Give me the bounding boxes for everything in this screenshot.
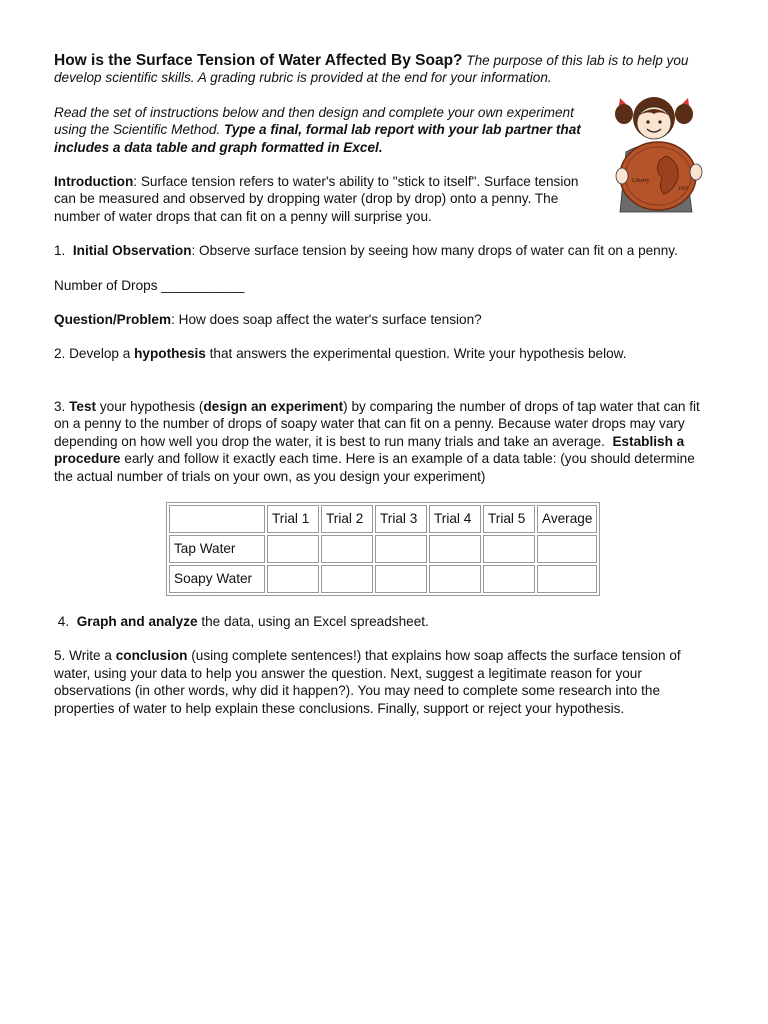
step5-post: (using complete sentences!) that explains how soap affects the surface tension of water, using your data to help you answer the question. Next, suggest a legitimate reason for your observations (in other words, why did it happen?). You may need to complete some research into the properties of water to help explain these conclusions. Finally, support or reject your hypothesis. — [54, 648, 681, 716]
table-cell — [537, 565, 597, 593]
table-cell — [537, 535, 597, 563]
table-cell — [267, 535, 319, 563]
pigtail-left — [615, 104, 633, 124]
step3-paragraph — [54, 398, 714, 485]
table-cell — [483, 565, 535, 593]
table-cell — [267, 565, 319, 593]
data-table-wrapper — [166, 502, 714, 596]
step2-paragraph — [54, 345, 714, 362]
table-header-cell: Trial 2 — [321, 505, 373, 533]
instructions-italic: Read the set of instructions below and then design and complete your own experiment using the Scientific Method. — [54, 104, 574, 138]
table-cell — [321, 565, 373, 593]
question-label: Question/Problem — [54, 312, 172, 328]
step1-label: Initial Observation — [72, 243, 192, 259]
step3-b3: Establish a procedure — [54, 433, 685, 467]
step1-text: : Observe surface tension by seeing how many drops of water can fit on a penny. — [191, 243, 678, 259]
step3-b2: design an experiment — [203, 398, 344, 414]
question-text: : How does soap affect the water's surface tension? — [171, 312, 482, 328]
step1-paragraph — [54, 242, 714, 259]
table-row — [169, 535, 597, 563]
eye-right — [658, 120, 661, 123]
step3-pre: 3. — [54, 398, 66, 414]
table-row — [169, 565, 597, 593]
step5-bold: conclusion — [115, 648, 188, 664]
table-header-cell: Average — [537, 505, 597, 533]
step4-bold: Graph and analyze — [76, 613, 198, 629]
table-cell — [375, 535, 427, 563]
hand-left — [616, 168, 628, 184]
instructions-paragraph — [54, 104, 594, 156]
penny-year-text: 1999 — [678, 187, 688, 192]
introduction-paragraph — [54, 173, 594, 225]
penny — [620, 142, 696, 210]
row-label: Tap Water — [169, 535, 265, 563]
table-header-cell — [169, 505, 265, 533]
penny-liberty-text: Liberty — [632, 178, 650, 184]
title-paragraph — [54, 52, 714, 87]
number-of-drops: Number of Drops ___________ — [54, 277, 245, 293]
pigtail-right — [675, 104, 693, 124]
step4-pre: 4. — [57, 613, 70, 629]
table-header-cell: Trial 1 — [267, 505, 319, 533]
row-label: Soapy Water — [169, 565, 265, 593]
step2-bold: hypothesis — [134, 346, 206, 362]
step3-t2: ) by comparing the number of drops of tap water that can fit on a penny to the number of drops of soapy water that can fit on a penny. Because water drops may vary depending on how well you drop the water, it is best to run many trials and take an average. — [54, 398, 700, 449]
hand-right — [690, 164, 702, 180]
table-cell — [321, 535, 373, 563]
step4-paragraph — [54, 613, 714, 630]
step4-post: the data, using an Excel spreadsheet. — [201, 613, 429, 629]
table-cell — [429, 535, 481, 563]
step3-t1: your hypothesis ( — [99, 398, 204, 414]
girl-with-penny-illustration — [608, 92, 708, 222]
introduction-label: Introduction — [54, 174, 134, 190]
step3-t3: early and follow it exactly each time. Here is an example of a data table: (you should determine the actual number of trials on your own, as you design your experiment) — [54, 451, 695, 484]
question-paragraph — [54, 311, 714, 328]
table-header-cell: Trial 3 — [375, 505, 427, 533]
step2-post: that answers the experimental question. Write your hypothesis below. — [209, 346, 627, 362]
step3-b1: Test — [69, 398, 97, 414]
title-intro: The purpose of this lab is to help you develop scientific skills. A grading rubric is provided at the end for your information. — [54, 53, 689, 86]
table-cell — [375, 565, 427, 593]
introduction-text: : Surface tension refers to water's ability to "stick to itself". Surface tension can be measured and observed by dropping water (drop by drop) onto a penny. The number of water drops that can fit on a penny will surprise you. — [54, 174, 579, 224]
table-header-row — [169, 505, 597, 533]
table-cell — [483, 535, 535, 563]
document-title: How is the Surface Tension of Water Affected By Soap? — [54, 52, 463, 69]
eye-left — [646, 120, 649, 123]
table-cell — [429, 565, 481, 593]
step5-pre: 5. Write a — [54, 648, 112, 664]
step2-pre: 2. Develop a — [54, 346, 131, 362]
step1-number: 1. — [54, 243, 66, 259]
data-table — [166, 502, 600, 596]
table-header-cell: Trial 4 — [429, 505, 481, 533]
table-header-cell: Trial 5 — [483, 505, 535, 533]
instructions-bold: Type a final, formal lab report with your lab partner that includes a data table and graph formatted in Excel. — [54, 122, 581, 155]
step5-paragraph — [54, 647, 714, 717]
